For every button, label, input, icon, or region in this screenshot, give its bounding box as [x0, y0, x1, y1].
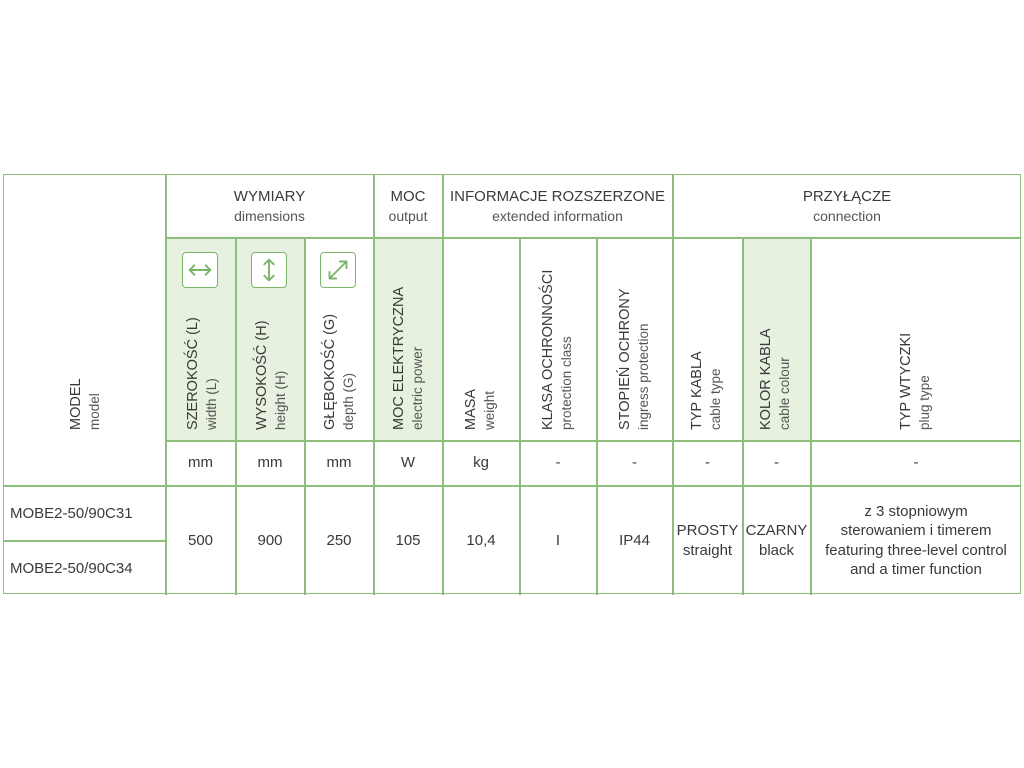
unit-height: mm — [257, 454, 283, 472]
value-width: 500 — [187, 531, 214, 549]
col-protection-class-en: protection class — [558, 336, 574, 430]
unit-depth: mm — [326, 454, 352, 472]
col-cable-colour-en: cable colour — [776, 357, 792, 430]
col-height-pl: WYSOKOŚĆ (H) — [253, 320, 270, 430]
group-dimensions-en: dimensions — [234, 207, 305, 224]
value-plug-type-en1: featuring three-level control — [825, 541, 1007, 559]
col-weight-en: weight — [481, 390, 497, 430]
group-extended-en: extended information — [492, 207, 623, 224]
col-power-header — [388, 250, 428, 430]
value-cable-colour — [743, 486, 810, 595]
value-cable-colour-pl: CZARNY — [745, 522, 808, 539]
model-header-pl: MODEL — [67, 378, 84, 430]
col-ingress-pl: STOPIEŃ OCHRONY — [616, 288, 633, 430]
group-extended-pl: INFORMACJE ROZSZERZONE — [449, 188, 665, 206]
model-name-2: MOBE2-50/90C34 — [10, 559, 133, 577]
value-cable-type-pl: PROSTY — [676, 522, 739, 539]
value-plug-type-en2: and a timer function — [850, 561, 982, 578]
unit-protection-class: - — [555, 454, 561, 472]
col-weight-pl: MASA — [462, 388, 479, 430]
col-plug-type-pl: TYP WTYCZKI — [897, 332, 914, 430]
width-arrows-icon — [182, 252, 218, 288]
col-weight-header — [460, 280, 500, 430]
value-ingress: IP44 — [619, 531, 650, 549]
model-header — [62, 280, 108, 430]
value-cable-colour-en: black — [758, 541, 795, 559]
col-depth-header — [319, 295, 359, 430]
value-plug-type-pl1: z 3 stopniowym — [864, 502, 968, 520]
unit-cable-type: - — [705, 454, 710, 472]
unit-cable-colour: - — [774, 454, 779, 472]
group-connection-pl: PRZYŁĄCZE — [802, 188, 892, 206]
value-power: 105 — [395, 531, 421, 549]
col-depth-en: depth (G) — [340, 372, 356, 430]
value-cable-type — [673, 486, 742, 595]
unit-power: W — [400, 454, 416, 472]
value-cable-type-en: straight — [682, 541, 733, 559]
model-header-en: model — [86, 393, 102, 430]
unit-weight: kg — [473, 454, 489, 472]
col-cable-type-header — [686, 280, 726, 430]
unit-width: mm — [188, 454, 213, 472]
col-cable-type-en: cable type — [707, 368, 723, 430]
col-cable-colour-pl: KOLOR KABLA — [757, 328, 774, 430]
unit-plug-type: - — [913, 454, 919, 472]
unit-ingress: - — [632, 454, 637, 472]
col-protection-class-header — [536, 250, 578, 430]
row-line — [165, 237, 1021, 239]
model-name-1: MOBE2-50/90C31 — [10, 504, 133, 522]
col-protection-class-pl: KLASA OCHRONNOŚCI — [539, 269, 556, 430]
group-connection — [673, 175, 1021, 237]
group-dimensions-pl: WYMIARY — [233, 188, 306, 206]
group-output — [374, 175, 442, 237]
col-power-pl: MOC ELEKTRYCZNA — [390, 286, 407, 430]
col-power-en: electric power — [409, 346, 425, 430]
group-connection-en: connection — [813, 207, 881, 224]
col-ingress-en: ingress protection — [635, 323, 651, 430]
value-plug-type-pl2: sterowaniem i timerem — [840, 522, 992, 539]
col-width-pl: SZEROKOŚĆ (L) — [184, 317, 201, 430]
group-output-en: output — [388, 207, 428, 224]
group-dimensions — [166, 175, 373, 237]
spec-table — [3, 174, 1021, 594]
value-height: 900 — [257, 531, 283, 549]
col-plug-type-en: plug type — [916, 375, 932, 430]
depth-arrows-icon — [320, 252, 356, 288]
value-protection-class: I — [555, 531, 561, 549]
value-depth: 250 — [326, 531, 352, 549]
col-depth-pl: GŁĘBOKOŚĆ (G) — [321, 313, 338, 430]
value-weight: 10,4 — [466, 531, 496, 549]
group-output-pl: MOC — [390, 188, 426, 206]
col-width-header — [182, 295, 222, 430]
col-height-header — [251, 295, 291, 430]
height-arrows-icon — [251, 252, 287, 288]
col-ingress-header — [613, 250, 655, 430]
group-extended — [443, 175, 672, 237]
col-cable-type-pl: TYP KABLA — [688, 351, 705, 430]
col-plug-type-header — [895, 280, 935, 430]
col-height-en: height (H) — [272, 370, 288, 430]
col-width-en: width (L) — [203, 378, 219, 430]
value-plug-type — [811, 486, 1021, 595]
col-cable-colour-header — [755, 280, 795, 430]
